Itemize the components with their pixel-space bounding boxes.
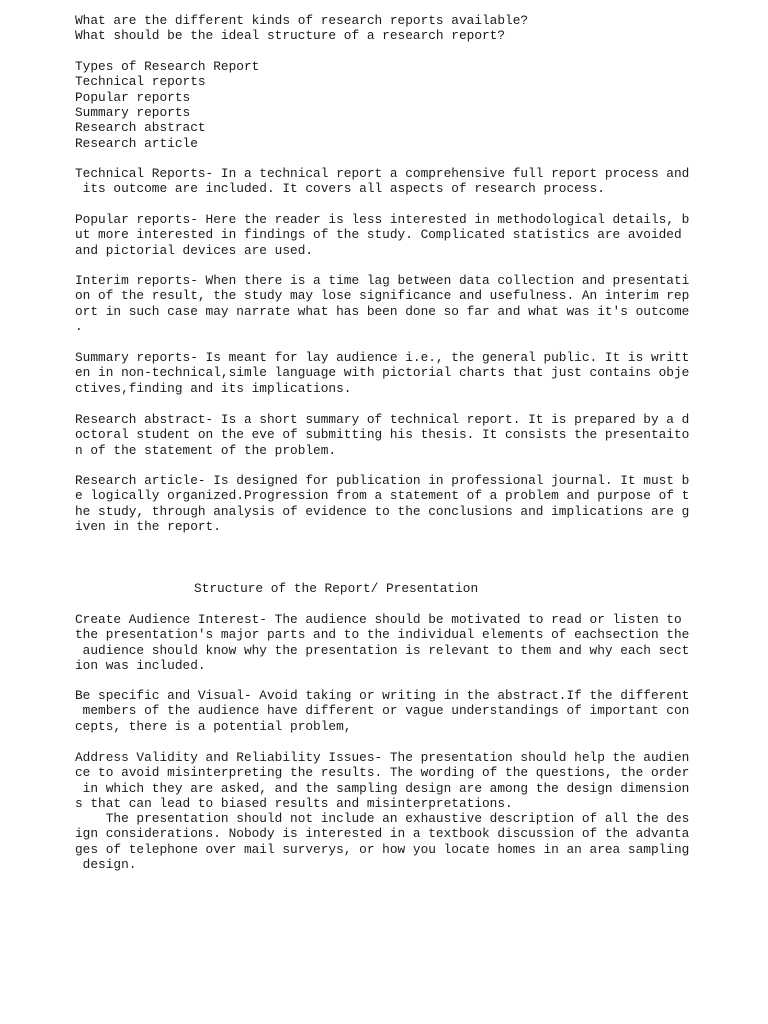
type-item-article: Research article [75,136,198,151]
summary-reports-paragraph: Summary reports- Is meant for lay audience i.e., the general public. It is writt en in non-technical,simle language with pictorial charts that just contains obje ctives,finding and its implications. [75,350,690,396]
validity-reliability-paragraph: Address Validity and Reliability Issues- The presentation should help the audien ce to avoid misinterpreting the results. The wording of the questions, the order in which they are asked, and the sampling design are among the design dimension s that can lead to biased results and misinterpretations. The presentation should not include an exhaustive description of all the des ign considerations. Nobody is interested in a textbook discussion of the advanta ges of telephone over mail surverys, or how you locate homes in an area sampling design. [75,750,690,873]
research-abstract-paragraph: Research abstract- Is a short summary of technical report. It is prepared by a d octoral student on the eve of submitting his thesis. It consists the presentaito n of the statement of the problem. [75,412,690,458]
type-item-technical: Technical reports [75,74,206,89]
type-item-popular: Popular reports [75,90,191,105]
specific-visual-paragraph: Be specific and Visual- Avoid taking or writing in the abstract.If the different members of the audience have different or vague understandings of important con cepts, there is a potential problem, [75,688,690,734]
type-item-summary: Summary reports [75,105,191,120]
interim-reports-paragraph: Interim reports- When there is a time lag between data collection and presentati on of the result, the study may lose significance and usefulness. An interim rep ort in such case may narrate what has been done so far and what was it's outcome . [75,273,690,334]
audience-interest-paragraph: Create Audience Interest- The audience should be motivated to read or listen to the presentation's major parts and to the individual elements of eachsection the audience should know why the presentation is relevant to them and why each sect ion was included. [75,612,690,673]
question-2: What should be the ideal structure of a research report? [75,28,506,43]
research-article-paragraph: Research article- Is designed for publication in professional journal. It must b e logically organized.Progression from a statement of a problem and purpose of t he study, through analysis of evidence to the conclusions and implications are g iven in the report. [75,473,690,534]
question-1: What are the different kinds of research reports available? [75,13,529,28]
types-heading: Types of Research Report [75,59,260,74]
structure-title: Structure of the Report/ Presentation [194,581,479,596]
technical-reports-paragraph: Technical Reports- In a technical report a comprehensive full report process and its outcome are included. It covers all aspects of research process. [75,166,690,197]
type-item-abstract: Research abstract [75,120,206,135]
popular-reports-paragraph: Popular reports- Here the reader is less interested in methodological details, b ut more interested in findings of the study. Complicated statistics are avoided and pictorial devices are used. [75,212,690,258]
